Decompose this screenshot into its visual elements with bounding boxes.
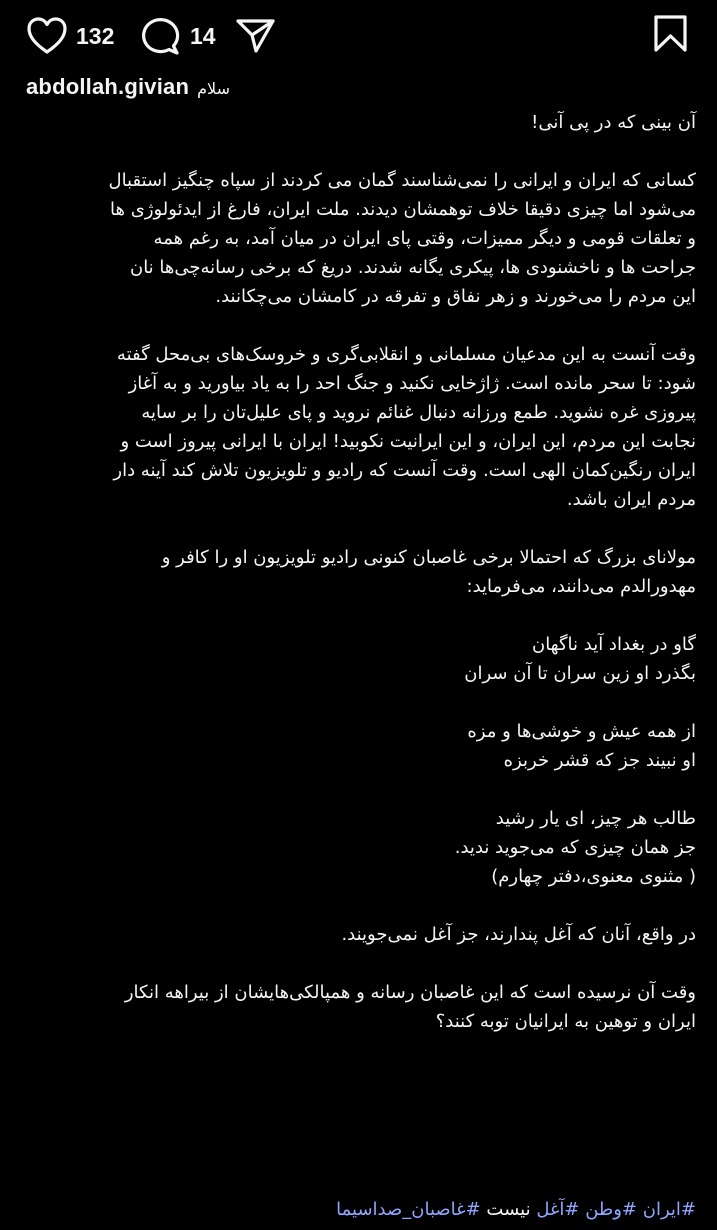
username-link[interactable]: abdollah.givian bbox=[26, 74, 190, 99]
caption-line: و تعلقات قومی و دیگر ممیزات، وقتی پای ایران در میان آمد، به رغم همه bbox=[153, 228, 696, 249]
hashtag-link[interactable]: #ایران bbox=[642, 1199, 696, 1220]
caption-line: او نبیند جز که قشر خربزه bbox=[503, 750, 696, 771]
like-count[interactable]: 132 bbox=[76, 22, 115, 49]
caption-paragraph bbox=[24, 340, 696, 514]
caption-paragraph bbox=[24, 804, 696, 891]
caption-paragraph bbox=[24, 717, 696, 775]
caption-line: می‌شود اما چیزی دقیقا خلاف توهمشان دیدند. ملت ایران، فارغ از ایدئولوژی ها bbox=[110, 199, 696, 220]
share-action[interactable] bbox=[235, 16, 277, 56]
caption-line: از همه عیش و خوشی‌ها و مزه bbox=[467, 721, 696, 742]
caption-line: ایران رنگین‌کمان الهی است. وقت آنست که رادیو و تلویزیون تلاش کند آینه دار bbox=[113, 460, 696, 481]
hashtag-plain-text: نیست bbox=[486, 1199, 531, 1220]
hashtag-line bbox=[24, 1195, 696, 1224]
save-action[interactable] bbox=[652, 14, 690, 54]
caption-line: مولانای بزرگ که احتمالا برخی غاصبان کنونی رادیو تلویزیون او را کافر و bbox=[161, 547, 696, 568]
caption-line: جز همان چیزی که می‌جوید ندید. bbox=[454, 837, 696, 858]
caption-line: ( مثنوی معنوی،دفتر چهارم) bbox=[491, 866, 696, 887]
caption-line: ایران و توهین به ایرانیان توبه کنند؟ bbox=[435, 1011, 696, 1032]
caption-line: وقت آنست به این مدعیان مسلمانی و انقلابی‌گری و خروسک‌های بی‌محل گفته bbox=[116, 344, 696, 365]
hashtag-link[interactable]: #وطن bbox=[585, 1199, 638, 1220]
caption-line: شود: تا سحر مانده است. ژاژخایی نکنید و جنگ احد را به یاد بیاورید و به آغاز bbox=[128, 373, 696, 394]
caption-paragraph bbox=[24, 108, 696, 137]
caption-line: مهدورالدم می‌دانند، می‌فرماید: bbox=[466, 576, 696, 597]
caption-line: بگذرد او زین سران تا آن سران bbox=[464, 663, 696, 684]
post-author-line bbox=[26, 74, 697, 100]
caption-line: مردم ایران باشد. bbox=[566, 489, 696, 510]
caption-greeting: سلام bbox=[197, 79, 230, 98]
bookmark-icon[interactable] bbox=[652, 14, 690, 54]
post-action-bar bbox=[0, 0, 717, 72]
caption-line: آن بینی که در پی آنی! bbox=[531, 112, 696, 133]
caption-paragraph bbox=[24, 630, 696, 688]
caption-line: وقت آن نرسیده است که این غاصبان رسانه و همپالکی‌هایشان از بیراهه انکار bbox=[124, 982, 696, 1003]
caption-line: نجابت این مردم، این ایران، و این ایرانیت نکوبید! ایران با ایرانی پیروز است و bbox=[120, 431, 696, 452]
comment-bubble-icon[interactable] bbox=[140, 16, 182, 56]
heart-icon[interactable] bbox=[26, 16, 68, 56]
caption-line: در واقع، آنان که آغل پندارند، جز آغل نمی‌جویند. bbox=[341, 924, 696, 945]
caption-line: طالب هر چیز، ای یار رشید bbox=[495, 808, 696, 829]
caption-line: گاو در بغداد آید ناگهان bbox=[531, 634, 696, 655]
comment-action[interactable] bbox=[140, 16, 216, 56]
hashtag-link[interactable]: #غاصبان_صداسیما bbox=[336, 1199, 481, 1220]
caption-line: پیروزی غره نشوید. طمع ورزانه دنبال غنائم نروید و پای علیل‌تان را بر سایه bbox=[141, 402, 696, 423]
like-action[interactable] bbox=[26, 16, 114, 56]
hashtag-link[interactable]: #آغل bbox=[536, 1199, 580, 1220]
comment-count[interactable]: 14 bbox=[190, 22, 216, 49]
caption-paragraph bbox=[24, 166, 696, 311]
caption-paragraph bbox=[24, 920, 696, 949]
post-caption bbox=[24, 108, 696, 1065]
caption-line: جراحت ها و ناخشنودی ها، پیکری یگانه شدند. دریغ که برخی رسانه‌چی‌ها نان bbox=[129, 257, 696, 278]
caption-paragraph bbox=[24, 978, 696, 1036]
caption-line: کسانی که ایران و ایرانی را نمی‌شناسند گمان می کردند از سپاه چنگیز استقبال bbox=[108, 170, 696, 191]
paper-plane-icon[interactable] bbox=[235, 16, 277, 56]
caption-paragraph bbox=[24, 543, 696, 601]
caption-line: این مردم را می‌خورند و زهر نفاق و تفرقه در کامشان می‌چکانند. bbox=[215, 286, 696, 307]
